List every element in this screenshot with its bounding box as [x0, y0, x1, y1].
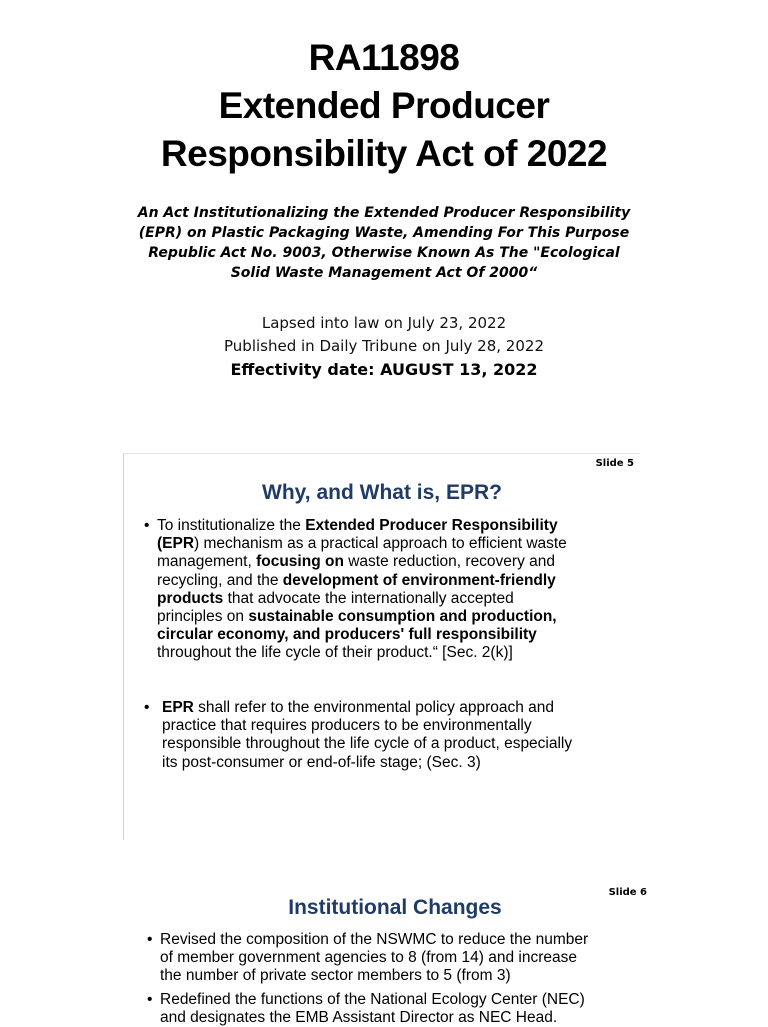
- slide-5: [123, 453, 640, 840]
- subtitle-line: Solid Waste Management Act Of 2000“: [230, 265, 538, 281]
- bullet-item: • Redefined the functions of the National Ecology Center (NEC) and designates the EMB Assistant Director as NEC Head.: [147, 991, 585, 1027]
- bullet-icon: •: [147, 931, 153, 948]
- slide-number: Slide 6: [608, 887, 647, 898]
- subtitle-line: (EPR) on Plastic Packaging Waste, Amending For This Purpose: [138, 225, 630, 241]
- subtitle-line: An Act Institutionalizing the Extended Producer Responsibility: [137, 205, 631, 221]
- slide-title: Institutional Changes: [288, 896, 502, 919]
- title-line-2: Extended Producer: [218, 85, 550, 126]
- title-line-3: Responsibility Act of 2022: [160, 133, 608, 174]
- bullet-item: • To institutionalize the Extended Producer Responsibility (EPR) mechanism as a practical approach to efficient waste management, focusing on waste reduction, recovery and recycling, and the development of environment-friendly products that advocate the internationally accepted principles on sustainable consumption and production, circular economy, and producers' full responsibility throughout the life cycle of their product.“ [Sec. 2(k)]: [144, 517, 567, 662]
- subtitle-line: Republic Act No. 9003, Otherwise Known As The "Ecological: [148, 245, 620, 261]
- slide-number: Slide 5: [595, 458, 634, 469]
- effectivity-date: Effectivity date: AUGUST 13, 2022: [230, 360, 538, 379]
- published-date: Published in Daily Tribune on July 28, 2022: [224, 337, 544, 355]
- slide-title: Why, and What is, EPR?: [262, 481, 502, 504]
- bullet-icon: •: [144, 699, 150, 716]
- title-line-1: RA11898: [308, 37, 460, 78]
- document-title: [0, 34, 768, 178]
- bullet-item: • Revised the composition of the NSWMC to reduce the number of member government agencies to 8 (from 14) and increase the number of private sector members to 5 (from 3): [147, 931, 589, 985]
- bullet-icon: •: [144, 517, 150, 534]
- lapsed-date: Lapsed into law on July 23, 2022: [261, 314, 507, 332]
- bullet-item: • EPR shall refer to the environmental policy approach and practice that requires producers to be environmentally responsible throughout the life cycle of a product, especially its post-consumer or end-of-life stage; (Sec. 3): [144, 699, 573, 771]
- slide-6: [137, 880, 653, 1027]
- act-subtitle: [110, 203, 658, 283]
- bullet-icon: •: [147, 991, 153, 1008]
